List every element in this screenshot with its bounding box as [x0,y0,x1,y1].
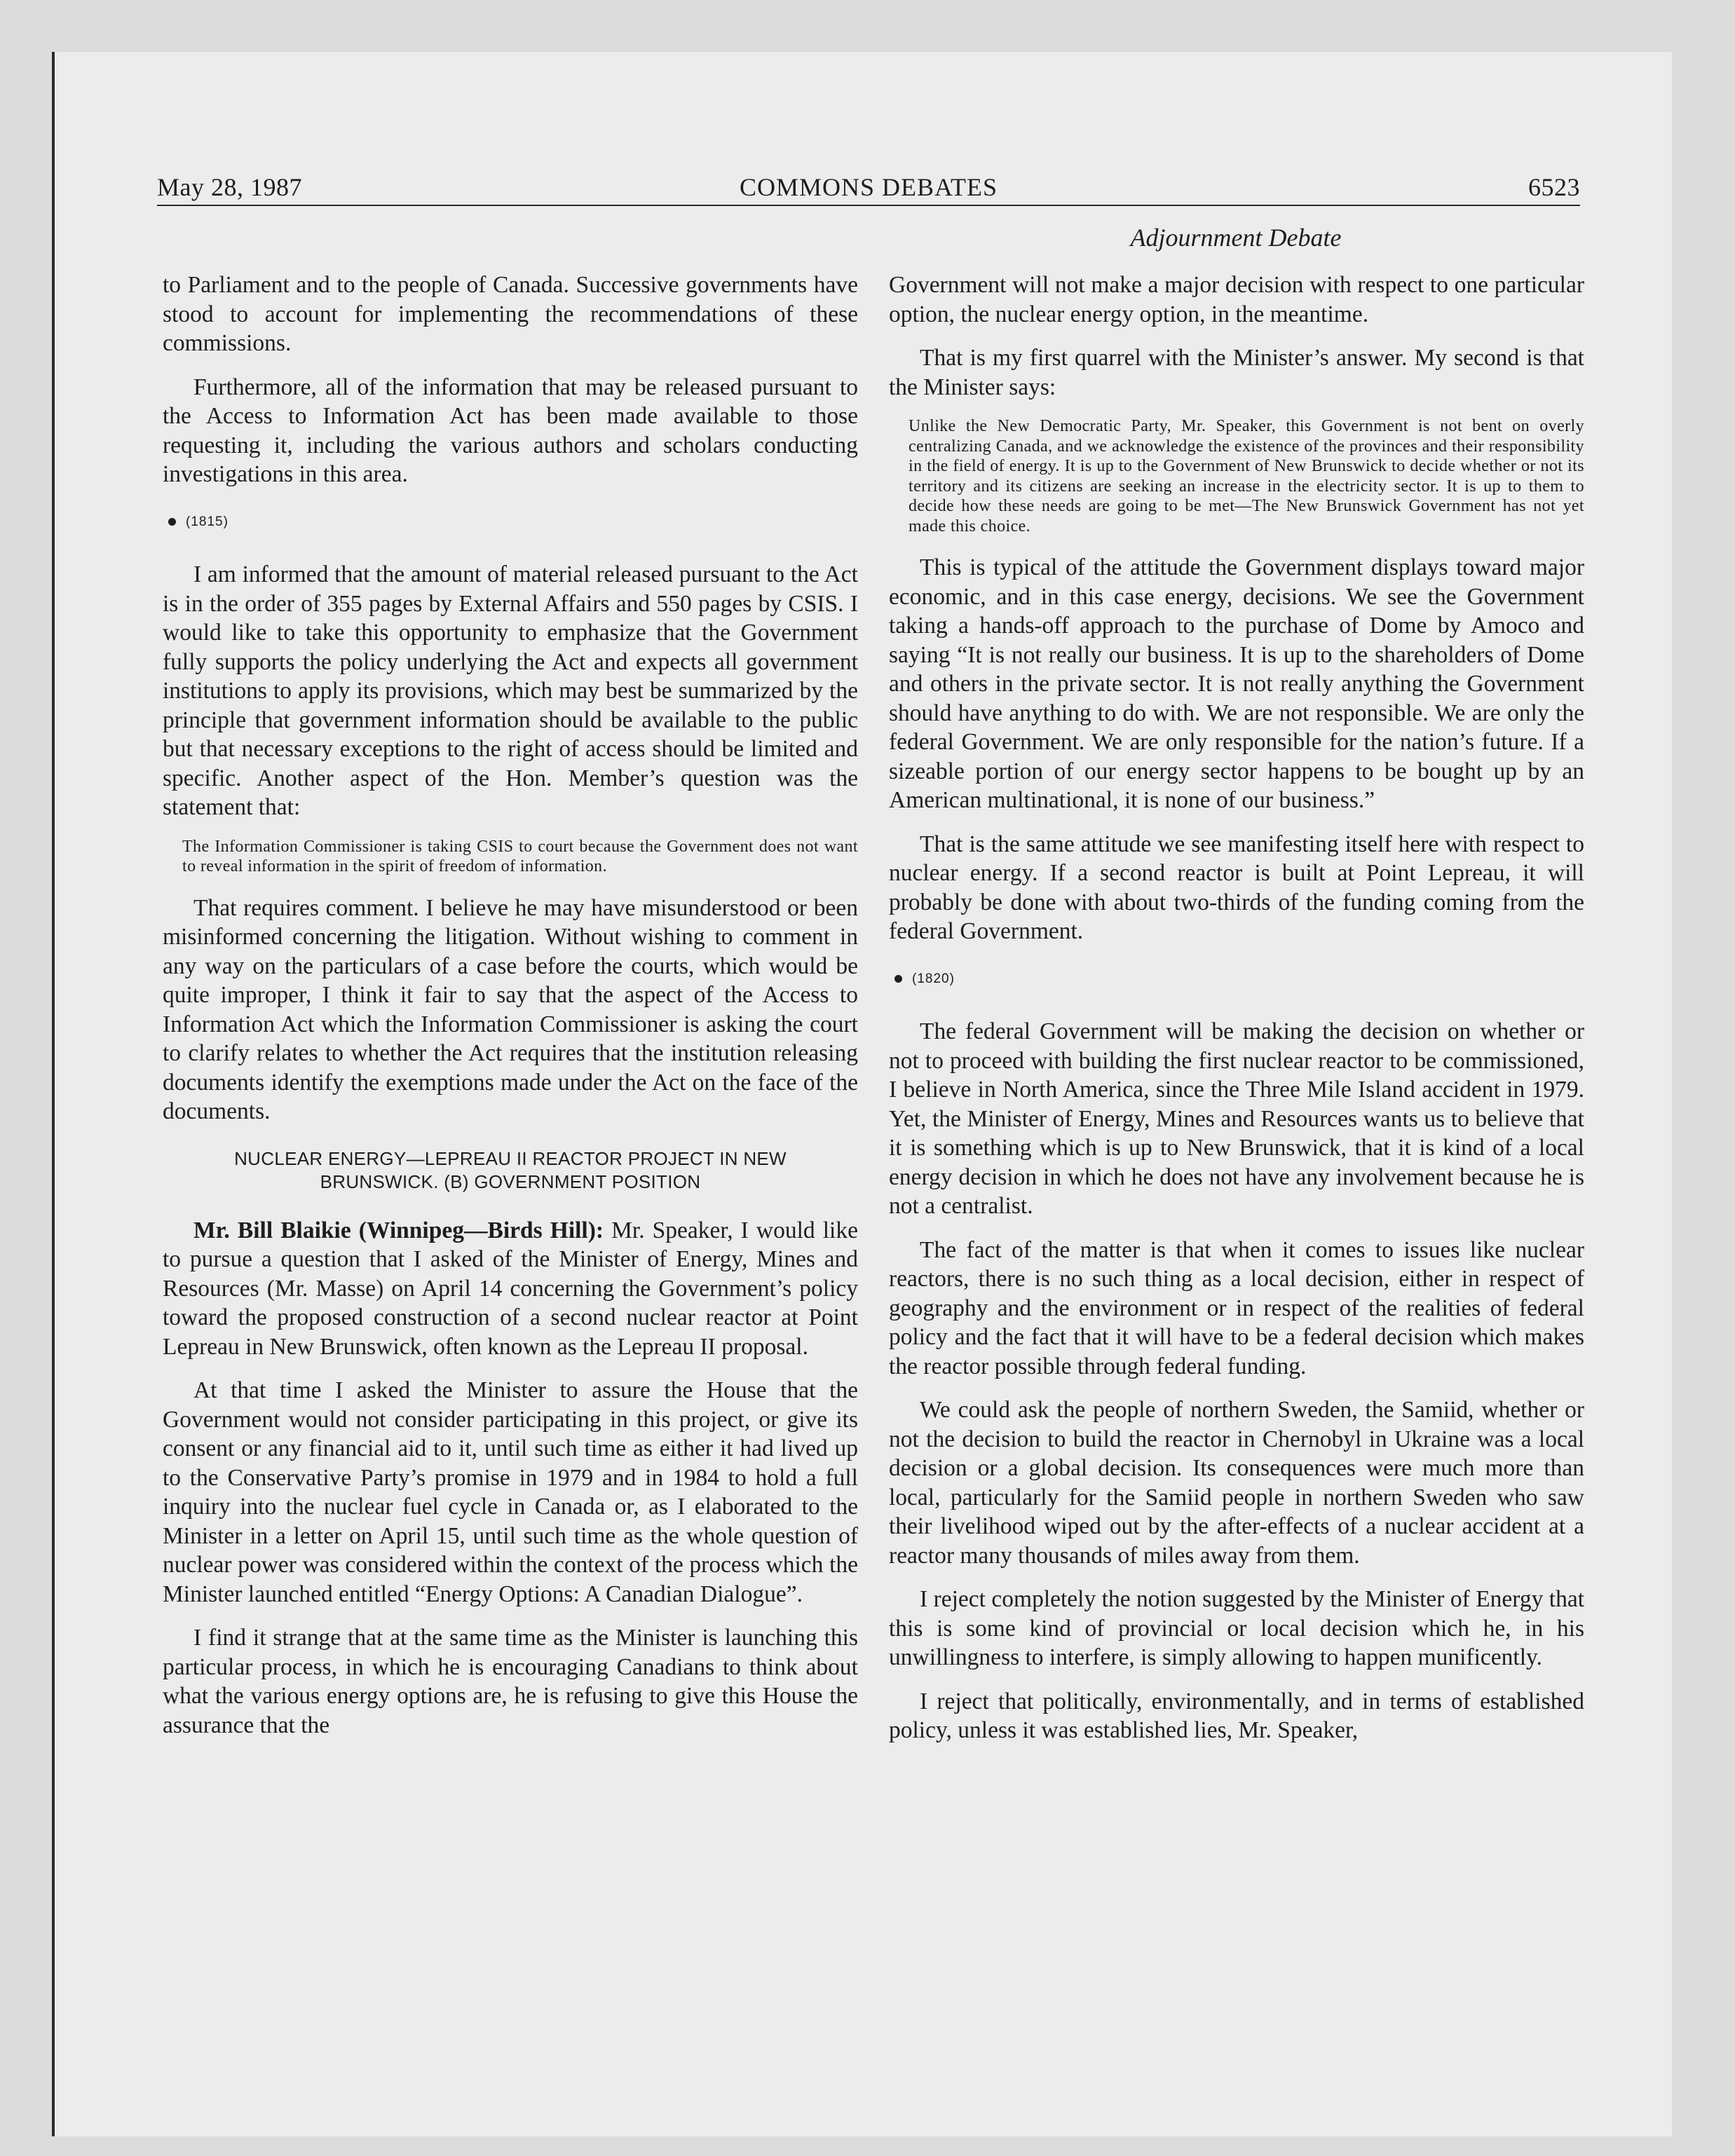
section-running-head: Adjournment Debate [1130,224,1342,252]
paragraph: Furthermore, all of the information that may be released pursuant to the Access to Information Act has been made available to those requesting it, including the various authors and scholars conducting investigations in this area. [163,374,858,487]
paragraph: I reject completely the notion suggested by the Minister of Energy that this is some kind of provincial or local decision which he, in his unwillingness to interfere, is simply allowing to happen munificently. [889,1586,1584,1670]
paragraph: That is my first quarrel with the Minister’s answer. My second is that the Minister says: [889,345,1584,400]
bullet-icon [894,975,902,983]
header-rule [157,205,1580,206]
block-quote: The Information Commissioner is taking CSIS to court because the Government does not want to reveal information in the spirit of freedom of information. [182,837,858,875]
time-marker-label: (1815) [186,514,229,529]
paragraph: That is the same attitude we see manifesting itself here with respect to nuclear energy. If a second reactor is built at Point Lepreau, it will probably be done with about two-thirds of the funding coming from the federal Government. [889,831,1584,944]
block-quote: Unlike the New Democratic Party, Mr. Speaker, this Government is not bent on overly centralizing Canada, and we acknowledge the existence of the provinces and their responsibility in the field of energy. It is up to the Government of New Brunswick to decide whether or not its territory and its citizens are seeking an increase in the electricity sector. It is up to them to decide how these needs are going to be met—The New Brunswick Government has not yet made this choice. [909,417,1584,535]
speaker-name: Mr. Bill Blaikie (Winnipeg—Birds Hill): [193,1217,604,1243]
bullet-icon [168,518,176,526]
paragraph: I am informed that the amount of material released pursuant to the Act is in the order of 355 pages by External Affairs and 550 pages by CSIS. I would like to take this opportunity to emphasize that the Government fully supports the policy underlying the Act and expects all government institutions to apply its provisions, which may best be summarized by the principle that government information should be available to the public but that necessary exceptions to the right of access should be limited and specific. Another aspect of the Hon. Member’s question was the statement that: [163,561,858,820]
time-marker-label: (1820) [912,971,955,986]
paragraph: This is typical of the attitude the Government displays toward major economic, and in this case energy, decisions. We see the Government taking a hands-off approach to the purchase of Dome by Amoco and saying “It is not really our business. It is up to the shareholders of Dome and others in the private sector. It is not really anything the Government should have anything to do with. We are not responsible. We are only the federal Government. We are only responsible for the nation’s future. If a sizeable portion of our energy sector happens to be bought up by an American multinational, it is none of our business.” [889,554,1584,813]
header-date: May 28, 1987 [157,173,302,201]
paragraph: I find it strange that at the same time as the Minister is launching this particular process, in which he is encouraging Canadians to think about what the various energy options are, he is refusing to give this House the assurance that the [163,1625,858,1738]
time-marker [894,964,1584,994]
paragraph: The federal Government will be making the decision on whether or not to proceed with building the first nuclear reactor to be commissioned, I believe in North America, since the Three Mile Island accident in 1979. Yet, the Minister of Energy, Mines and Resources wants us to believe that it is something which is up to New Brunswick, that it is kind of a local energy decision in which he does not have any involvement because he is not a centralist. [889,1018,1584,1219]
header-page-number: 6523 [1528,173,1580,201]
section-heading-line: NUCLEAR ENERGY—LEPREAU II REACTOR PROJECT IN NEW [234,1147,787,1169]
page-header [157,172,1580,209]
speech-text: Mr. Speaker, I would like to pursue a question that I asked of the Minister of Energy, Mines and Resources (Mr. Masse) on April 14 concerning the Government’s policy toward the proposed construction of a second nuclear reactor at Point Lepreau in New Brunswick, often known as the Lepreau II proposal. [163,1217,858,1360]
paragraph: At that time I asked the Minister to assure the House that the Government would not consider participating in this project, or give its consent or any financial aid to it, until such time as either it had lived up to the Conservative Party’s promise in 1979 and in 1984 to hold a full inquiry into the nuclear fuel cycle in Canada or, as I elaborated to the Minister in a letter on April 15, until such time as the whole question of nuclear power was considered within the context of the process which the Minister launched entitled “Energy Options: A Canadian Dialogue”. [163,1377,858,1607]
paragraph: That requires comment. I believe he may have misunderstood or been misinformed concerning the litigation. Without wishing to comment in any way on the particulars of a case before the courts, which would be quite improper, I think it fair to say that the aspect of the Access to Information Act which the Information Commissioner is asking the court to clarify relates to whether the Act requires that the institution releasing documents identify the exemptions made under the Act on the face of the documents. [163,894,858,1124]
header-title: COMMONS DEBATES [739,173,998,201]
paragraph: to Parliament and to the people of Canada. Successive governments have stood to account for implementing the recommendations of these commissions. [163,272,858,356]
section-heading [163,1147,858,1194]
section-heading-line: BRUNSWICK. (B) GOVERNMENT POSITION [320,1171,701,1192]
paragraph: We could ask the people of northern Sweden, the Samiid, whether or not the decision to build the reactor in Chernobyl in Ukraine was a local decision or a global decision. Its consequences were much more than local, particularly for the Samiid people in northern Sweden who saw their livelihood wiped out by the after-effects of a nuclear accident at a reactor many thousands of miles away from them. [889,1397,1584,1569]
paragraph: I reject that politically, environmentally, and in terms of established policy, unless it was established lies, Mr. Speaker, [889,1688,1584,1743]
paragraph [163,1216,858,1362]
paragraph: Government will not make a major decision with respect to one particular option, the nuclear energy option, in the meantime. [889,272,1584,327]
time-marker [168,507,858,537]
right-column [889,271,1584,1760]
left-column [163,271,858,1754]
paragraph: The fact of the matter is that when it comes to issues like nuclear reactors, there is no such thing as a local decision, either in respect of geography and the environment or in respect of the realities of federal policy and the fact that it will have to be a federal decision which makes the reactor possible through federal funding. [889,1236,1584,1379]
